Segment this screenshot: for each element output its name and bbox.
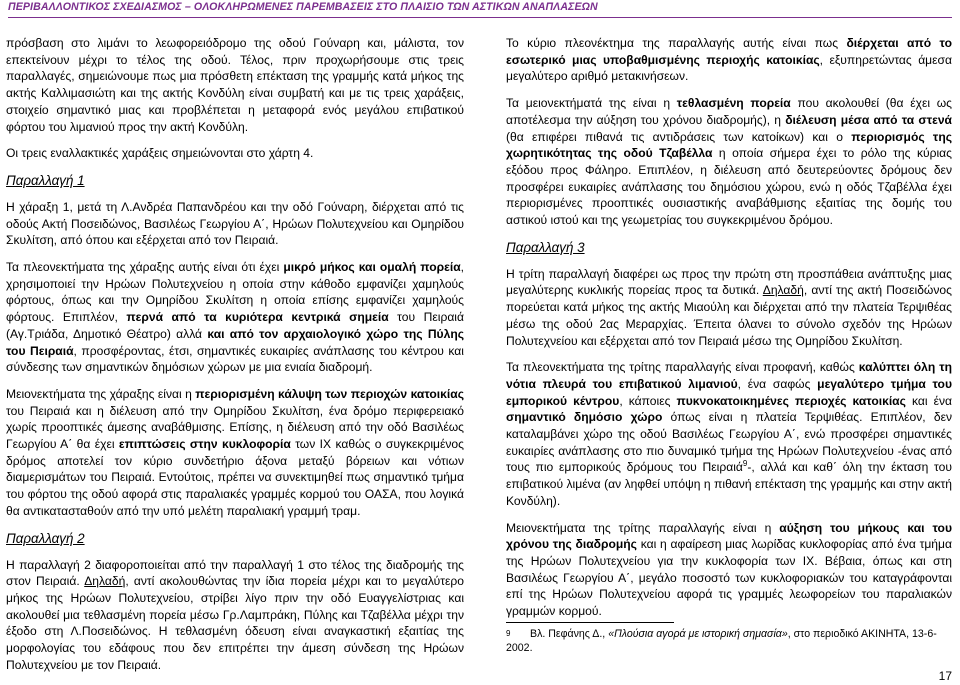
footnote-divider: [506, 622, 674, 623]
section-heading: Παραλλαγή 3: [506, 239, 585, 255]
paragraph: Μειονεκτήματα της χάραξης είναι η περιορισμένη κάλυψη των περιοχών κατοικίας του Πειραιά και η διέλευση από την Ομηρίδου Σκυλίτση, ένα δρόμο περιφερειακό χωρίς προοπτικές άμεσης αναβάθμισης. Επίσης, η διέλευση από την οδό Βασιλέως Γεωργίου Α΄ θα έχει επιπτώσεις στην κυκλοφορία των ΙΧ καθώς ο συγκεκριμένος δρόμος αποτελεί τον κύριο συνδετήριο άξονα μεταξύ βόρειων και νότιων διαμερισμάτων του Πειραιά. Εντούτοις, πρέπει να συνεκτιμηθεί πως σημαντικό τμήμα του φόρτου της οδού αφορά στις παραλιακές γραμμές κορμού του ΟΑΣΑ, που λογικά θα αντικατασταθούν από την υπό μελέτη παραλιακή γραμμή τραμ.: [6, 386, 464, 518]
section-heading: Παραλλαγή 1: [6, 172, 85, 188]
left-column: [6, 35, 464, 674]
paragraph: Η χάραξη 1, μετά τη Λ.Ανδρέα Παπανδρέου και την οδό Γούναρη, διέρχεται από τις οδούς Ακτή Ποσειδώνος, Βασιλέως Γεωργίου Α΄, Ηρώων Πολυτεχνείου και Ομηρίδου Σκυλίτση, από όπου και εξέρχεται από τον Πειραιά.: [6, 199, 464, 248]
page-number: 17: [938, 669, 952, 683]
paragraph: Η παραλλαγή 2 διαφοροποιείται από την παραλλαγή 1 στο τέλος της διαδρομής της στον Πειραιά. Δηλαδή, αντί ακολουθώντας την ίδια πορεία μέχρι και το μεγαλύτερο μήκος της Ηρώων Πολυτεχνείου, στρίβει λίγο πριν την οδό Ευαγγελίστριας και ακολουθεί μια τεθλασμένη πορεία μέσω Γρ.Λαμπράκη, Πύλης και Τζαβέλλα μέχρι την έξοδο στη Λ.Ποσειδώνος. Η τεθλασμένη όδευση είναι αναγκαστική εξαιτίας της μορφολογίας του εδάφους που δεν επιτρέπει την άμεση σύνδεση της Ηρώων Πολυτεχνείου με τον Πειραιά.: [6, 557, 464, 672]
paragraph: Οι τρεις εναλλακτικές χαράξεις σημειώνονται στο χάρτη 4.: [6, 146, 314, 161]
right-column: [506, 35, 952, 620]
running-header: ΠΕΡΙΒΑΛΛΟΝΤΙΚΟΣ ΣΧΕΔΙΑΣΜΟΣ – ΟΛΟΚΛΗΡΩΜΕΝΕΣ ΠΑΡΕΜΒΑΣΕΙΣ ΣΤΟ ΠΛΑΙΣΙΟ ΤΩΝ ΑΣΤΙΚΩΝ ΑΝΑΠΛΑΣΕΩΝ: [8, 0, 952, 18]
footnote: 9 Βλ. Πεφάνης Δ., «Πλούσια αγορά με ιστορική σημασία», στο περιοδικό ΑΚΙΝΗΤΑ, 13-6-2002.: [506, 628, 937, 654]
footnote-ref[interactable]: 9: [742, 459, 748, 469]
section-heading: Παραλλαγή 2: [6, 530, 85, 546]
paragraph: Τα μειονεκτήματά της είναι η τεθλασμένη πορεία που ακολουθεί (θα έχει ως αποτέλεσμα την αύξηση του χρόνου διαδρομής), η διέλευση μέσα από τα στενά (θα επιφέρει πιθανά τις αντιδράσεις των κατοίκων) και ο περιορισμός της χωρητικότητας της οδού Τζαβέλλα η οποία σήμερα έχει το ρόλο της κύριας εξόδου προς Φάληρο. Επιπλέον, η διέλευση από δευτερεύοντες δρόμους δεν προσφέρει ευκαιρίες ανάπλασης του δημόσιου χώρου, ενώ η οδός Τζαβέλλα έχει περιορισμένες προοπτικές ουσιαστικής αναβάθμισης εξαιτίας της δομής του αστικού ιστού και της γεωμετρίας του συγκεκριμένου δρόμου.: [506, 96, 953, 228]
paragraph: Το κύριο πλεονέκτημα της παραλλαγής αυτής είναι πως διέρχεται από το εσωτερικό μιας υποβαθμισμένης περιοχής κατοικίας, εξυπηρετώντας άμεσα μεγαλύτερο αριθμό μετακινήσεων.: [506, 36, 952, 84]
paragraph: Μειονεκτήματα της τρίτης παραλλαγής είναι η αύξηση του μήκους και του χρόνου της διαδρομής και η αφαίρεση μιας λωρίδας κυκλοφορίας από ένα τμήμα της Ηρώων Πολυτεχνείου για την κυκλοφορία των ΙΧ. Βέβαια, όπως και στη Βασιλέως Γεωργίου Α΄, μεγάλο ποσοστό των κυκλοφοριακών του καταγράφονται επί της Ηρώων Πολυτεχνείου αφορά τις γραμμές λεωφορείων του παραλιακών γραμμών κορμού.: [506, 520, 952, 619]
footnote-number: 9: [506, 629, 511, 638]
paragraph: Τα πλεονεκτήματα της χάραξης αυτής είναι ότι έχει μικρό μήκος και ομαλή πορεία, χρησιμοποιεί την Ηρώων Πολυτεχνείου η οποία στην κάθοδο εμφανίζει χαμηλούς φόρτους, όπως και την Ομηρίδου Σκυλίτση η οποία επίσης εμφανίζει χαμηλούς φόρτους. Επιπλέον, περνά από τα κυριότερα κεντρικά σημεία του Πειραιά (Αγ.Τριάδα, Δημοτικό Θέατρο) αλλά και από τον αρχαιολογικό χώρο της Πύλης του Πειραιά, προσφέροντας, έτσι, σημαντικές ευκαιρίες ανάπλασης του κέντρου και σύνδεσης των σημαντικών δημόσιων χώρων με μια ενιαία διαδρομή.: [6, 260, 464, 375]
paragraph: Η τρίτη παραλλαγή διαφέρει ως προς την πρώτη στη προσπάθεια ανάπτυξης μιας μεγαλύτερης κυκλικής πορείας προς τα δυτικά. Δηλαδή, αντί της ακτή Ποσειδώνος πορεύεται κατά μήκος της ακτής Μιαούλη και διέρχεται από την πλατεία Τερψιθέας μέσω της οδού 2ας Μεραρχίας. Έπειτα όλανει το σύνολο σχεδόν της Ηρώων Πολυτεχνείου και εξέρχεται από τον Πειραιά μέσω της Ομηρίδου Σκυλίτση.: [506, 266, 952, 348]
paragraph: Τα πλεονεκτήματα της τρίτης παραλλαγής είναι προφανή, καθώς καλύπτει όλη τη νότια πλευρά του επιβατικού λιμανιού, ένα σαφώς μεγαλύτερο τμήμα του εμπορικού κέντρου, κάποιες πυκνοκατοικημένες περιοχές κατοικίας και ένα σημαντικό δημόσιο χώρο όπως είναι η πλατεία Τερψιθέας. Επιπλέον, δεν καταλαμβάνει χώρο της οδού Βασιλέως Γεωργίου Α΄, ενώ προσφέρει σημαντικές ευκαιρίες ανάπλασης στο πιο δυναμικό τμήμα της Ηρώων Πολυτεχνείου -ένας από τους πιο εμπορικούς δρόμους του Πειραιά$^9$-, αλλά και καθ΄ όλη την έκταση του επιβατικού λιμένα (αν ληφθεί υπόψη η πιθανή επέκταση της γραμμής και στην ακτή Κονδύλη).: [506, 360, 953, 508]
paragraph: πρόσβαση στο λιμάνι το λεωφορειόδρομο της οδού Γούναρη και, μάλιστα, τον επεκτείνουν μέχρι το τέλος της οδού. Τέλος, πριν προχωρήσουμε στις τρεις παραλλαγές, σημειώνουμε πως μια πρόσθετη επέκταση της γραμμής κατά μήκος της ακτής Καλλιμασιώτη και της ακτής Κονδύλη είναι συμβατή και με τις τρεις χαράξεις, στοιχείο σημαντικό μιας και προβλέπεται η μεταφορά ενός μεγάλου επιβατικού φόρτου του λιμανιού προς την ακτή Κονδύλη.: [6, 36, 464, 134]
